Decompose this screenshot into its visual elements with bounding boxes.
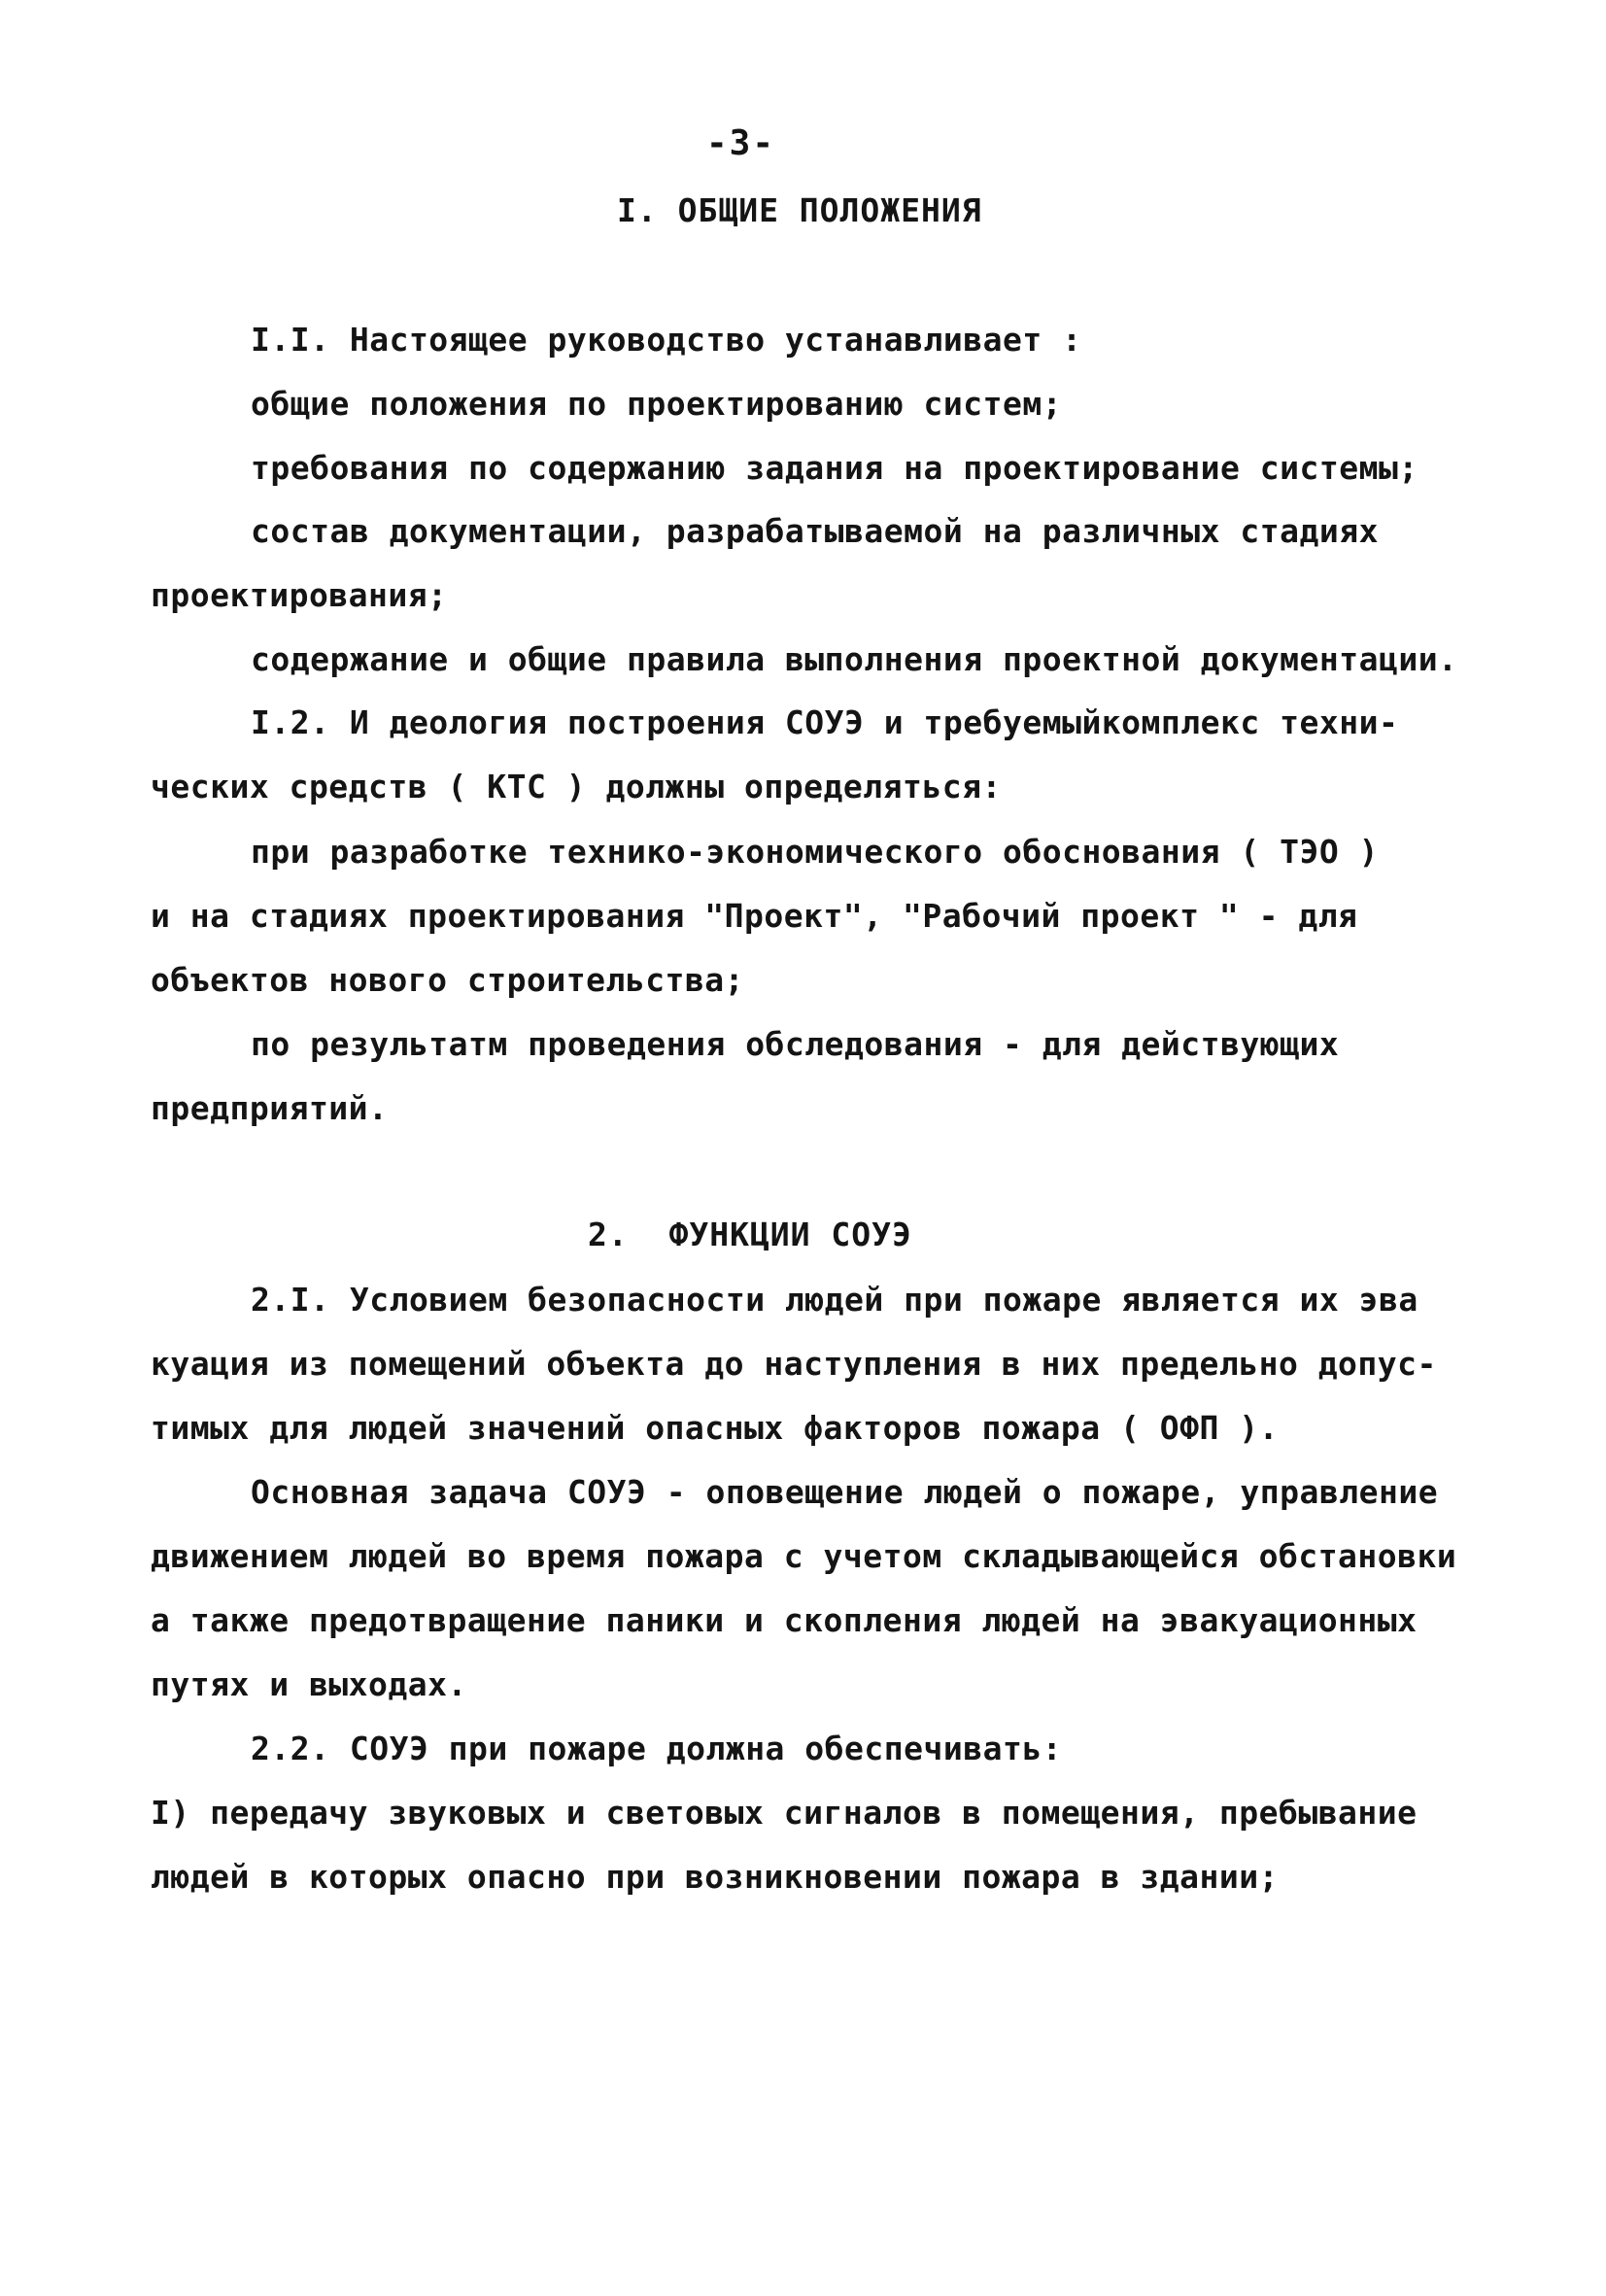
paragraph-line: путях и выходах. (151, 1665, 467, 1703)
paragraph-line: куация из помещений объекта до наступления в них предельно допус- (151, 1345, 1437, 1383)
paragraph-line: при разработке технико-экономического обоснования ( ТЭО ) (251, 833, 1379, 871)
paragraph-line: 2.I. Условием безопасности людей при пожаре является их эва (251, 1281, 1418, 1319)
paragraph-line: людей в которых опасно при возникновении пожара в здании; (151, 1858, 1279, 1896)
paragraph-line: I.I. Настоящее руководство устанавливает : (251, 321, 1082, 359)
page-number: -3- (706, 123, 776, 163)
paragraph-line: ческих средств ( КТС ) должны определяться: (151, 768, 1002, 805)
paragraph-line: состав документации, разрабатываемой на различных стадиях (251, 512, 1379, 550)
paragraph-line: проектирования; (151, 576, 448, 614)
paragraph-line: I.2. И деология построения СОУЭ и требуемыйкомплекс техни- (251, 703, 1399, 741)
section-1-title: I. ОБЩИЕ ПОЛОЖЕНИЯ (617, 191, 982, 229)
paragraph-line: по результатм проведения обследования - для действующих (251, 1025, 1340, 1063)
paragraph-line: требования по содержанию задания на проектирование системы; (251, 449, 1418, 487)
paragraph-line: 2.2. СОУЭ при пожаре должна обеспечивать: (251, 1730, 1063, 1767)
paragraph-line: содержание и общие правила выполнения проектной документации. (251, 640, 1458, 678)
paragraph-line: и на стадиях проектирования "Проект", "Рабочий проект " - для (151, 897, 1358, 935)
paragraph-line: движением людей во время пожара с учетом складывающейся обстановки (151, 1537, 1457, 1575)
paragraph-line: а также предотвращение паники и скопления людей на эвакуационных (151, 1601, 1418, 1639)
paragraph-line: объектов нового строительства; (151, 961, 745, 999)
paragraph-line: Основная задача СОУЭ - оповещение людей о пожаре, управление (251, 1473, 1439, 1511)
paragraph-line: предприятий. (151, 1089, 389, 1127)
paragraph-line: тимых для людей значений опасных факторов пожара ( ОФП ). (151, 1409, 1279, 1447)
section-2-title: 2. ФУНКЦИИ СОУЭ (588, 1216, 912, 1253)
paragraph-line: общие положения по проектированию систем; (251, 385, 1063, 423)
paragraph-line: I) передачу звуковых и световых сигналов в помещения, пребывание (151, 1794, 1418, 1832)
